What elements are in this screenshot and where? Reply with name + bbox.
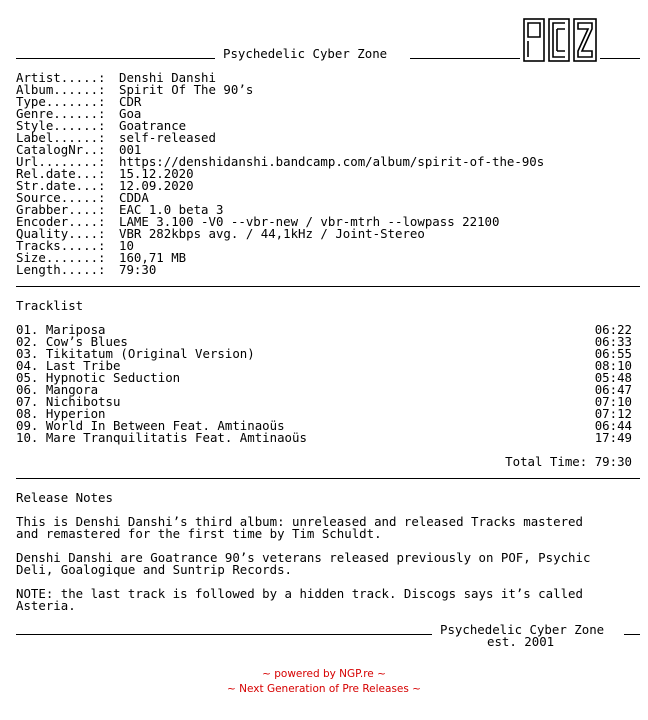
track-time: 05:48 bbox=[594, 370, 632, 385]
bottom-title: Psychedelic Cyber Zone bbox=[440, 622, 605, 637]
info-value: 10 bbox=[119, 238, 134, 253]
info-key: Source.....: bbox=[16, 190, 106, 205]
info-value: 12.09.2020 bbox=[119, 178, 194, 193]
track-title: 07. Nichibotsu bbox=[16, 394, 121, 409]
track-title: 02. Cow’s Blues bbox=[16, 334, 128, 349]
footer-powered-by: ~ powered by NGP.re ~ bbox=[262, 668, 386, 680]
bottom-est: est. 2001 bbox=[487, 634, 555, 649]
info-key: Encoder....: bbox=[16, 214, 106, 229]
info-value: 001 bbox=[119, 142, 142, 157]
info-key: CatalogNr..: bbox=[16, 142, 106, 157]
info-key: Label......: bbox=[16, 130, 106, 145]
info-key: Rel.date...: bbox=[16, 166, 106, 181]
info-key: Style......: bbox=[16, 118, 106, 133]
info-value: Denshi Danshi bbox=[119, 70, 216, 85]
track-title: 04. Last Tribe bbox=[16, 358, 121, 373]
total-time-row bbox=[16, 456, 632, 468]
info-value: CDDA bbox=[119, 190, 149, 205]
info-value: Spirit Of The 90’s bbox=[119, 82, 254, 97]
rule-after-tracklist bbox=[16, 478, 640, 479]
pcz-logo-icon bbox=[522, 17, 598, 63]
track-time: 06:44 bbox=[594, 418, 632, 433]
track-title: 05. Hypnotic Seduction bbox=[16, 370, 181, 385]
pcz-logo bbox=[522, 17, 598, 63]
info-value: 79:30 bbox=[119, 262, 157, 277]
track-row bbox=[16, 432, 632, 444]
info-value: https://denshidanshi.bandcamp.com/album/spirit-of-the-90s bbox=[119, 154, 545, 169]
bottom-rule-left bbox=[16, 634, 432, 635]
header-rule-mid bbox=[410, 58, 520, 59]
notes-line: This is Denshi Danshi’s third album: unreleased and released Tracks mastered bbox=[16, 514, 583, 529]
notes-line: Denshi Danshi are Goatrance 90’s veterans released previously on POF, Psychic bbox=[16, 550, 591, 565]
info-key: Url........: bbox=[16, 154, 106, 169]
info-key: Tracks.....: bbox=[16, 238, 106, 253]
footer-tagline: ~ Next Generation of Pre Releases ~ bbox=[227, 683, 421, 695]
info-value: VBR 282kbps avg. / 44,1kHz / Joint-Stereo bbox=[119, 226, 425, 241]
info-value: LAME 3.100 -V0 --vbr-new / vbr-mtrh --lowpass 22100 bbox=[119, 214, 500, 229]
track-title: 09. World In Between Feat. Amtinaoüs bbox=[16, 418, 285, 433]
header-title: Psychedelic Cyber Zone bbox=[223, 46, 388, 61]
info-key: Quality....: bbox=[16, 226, 106, 241]
tracklist-heading: Tracklist bbox=[16, 298, 84, 313]
info-value: EAC 1.0 beta 3 bbox=[119, 202, 224, 217]
track-row bbox=[16, 396, 632, 408]
track-title: 01. Mariposa bbox=[16, 322, 106, 337]
track-title: 06. Mangora bbox=[16, 382, 99, 397]
notes-line: Asteria. bbox=[16, 598, 76, 613]
track-time: 06:22 bbox=[594, 322, 632, 337]
info-key: Artist.....: bbox=[16, 70, 106, 85]
track-time: 06:47 bbox=[594, 382, 632, 397]
info-value: self-released bbox=[119, 130, 216, 145]
track-title: 03. Tikitatum (Original Version) bbox=[16, 346, 255, 361]
notes-line: Deli, Goalogique and Suntrip Records. bbox=[16, 562, 293, 577]
header-rule-right bbox=[600, 58, 640, 59]
track-time: 06:55 bbox=[594, 346, 632, 361]
info-value: 160,71 MB bbox=[119, 250, 187, 265]
bottom-rule-right bbox=[624, 634, 640, 635]
info-key: Str.date...: bbox=[16, 178, 106, 193]
track-row bbox=[16, 372, 632, 384]
track-time: 06:33 bbox=[594, 334, 632, 349]
info-key: Type.......: bbox=[16, 94, 106, 109]
info-value: CDR bbox=[119, 94, 142, 109]
total-time: Total Time: 79:30 bbox=[505, 454, 632, 469]
track-time: 07:10 bbox=[594, 394, 632, 409]
track-time: 17:49 bbox=[594, 430, 632, 445]
info-key: Genre......: bbox=[16, 106, 106, 121]
info-key: Album......: bbox=[16, 82, 106, 97]
info-value: Goa bbox=[119, 106, 142, 121]
info-key: Grabber....: bbox=[16, 202, 106, 217]
info-key: Length.....: bbox=[16, 262, 106, 277]
rule-after-info bbox=[16, 286, 640, 287]
track-time: 08:10 bbox=[594, 358, 632, 373]
notes-line: NOTE: the last track is followed by a hidden track. Discogs says it’s called bbox=[16, 586, 583, 601]
track-title: 08. Hyperion bbox=[16, 406, 106, 421]
track-title: 10. Mare Tranquilitatis Feat. Amtinaoüs bbox=[16, 430, 307, 445]
header-rule-left bbox=[16, 58, 215, 59]
notes-heading: Release Notes bbox=[16, 490, 113, 505]
track-time: 07:12 bbox=[594, 406, 632, 421]
info-key: Size.......: bbox=[16, 250, 106, 265]
info-value: 15.12.2020 bbox=[119, 166, 194, 181]
info-value: Goatrance bbox=[119, 118, 187, 133]
notes-line: and remastered for the first time by Tim Schuldt. bbox=[16, 526, 382, 541]
